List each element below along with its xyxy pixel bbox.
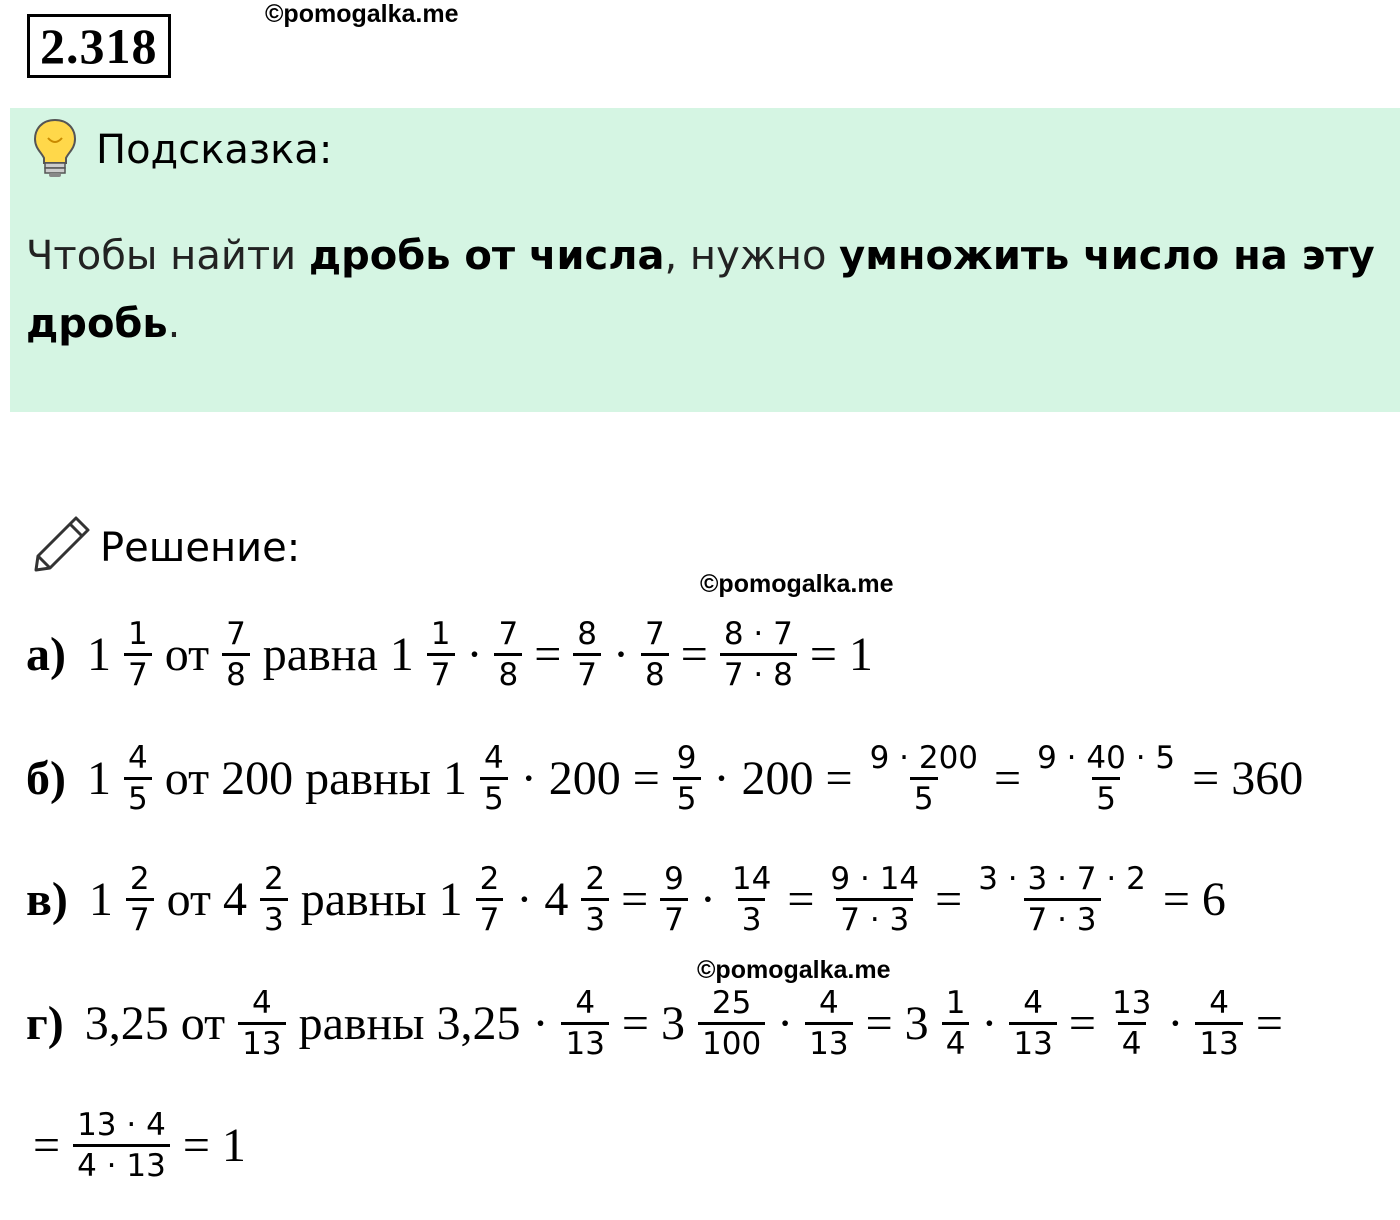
math-text: = 6 — [1162, 873, 1226, 926]
fraction — [805, 984, 852, 1063]
math-text: 1 — [86, 628, 111, 681]
math-operator: · — [466, 628, 483, 681]
solution-line-c — [26, 860, 1233, 939]
fraction — [673, 739, 701, 818]
fraction — [238, 984, 285, 1063]
fraction-numerator: 8 — [577, 616, 598, 652]
math-operator: = — [621, 873, 649, 926]
fraction-denominator: 5 — [673, 777, 701, 818]
watermark: ©pomogalka.me — [697, 956, 891, 984]
math-text: = 1 — [182, 1119, 246, 1172]
math-operator: = — [680, 628, 708, 681]
fraction-denominator: 13 — [1009, 1022, 1056, 1063]
fraction-denominator: 5 — [124, 777, 152, 818]
math-text: = — [33, 1119, 61, 1172]
fraction — [866, 739, 982, 818]
fraction-numerator: 3 · 3 · 7 · 2 — [978, 861, 1146, 897]
fraction — [974, 860, 1150, 939]
pencil-icon — [30, 512, 94, 576]
fraction — [1009, 984, 1056, 1063]
math-operator: = — [1068, 997, 1096, 1050]
fraction-numerator: 13 — [1111, 985, 1152, 1021]
fraction-numerator: 9 — [664, 861, 684, 897]
fraction-denominator: 7 · 8 — [720, 653, 797, 694]
fraction-numerator: 13 · 4 — [77, 1107, 166, 1143]
solution-line-d-continuation — [26, 1106, 253, 1185]
fraction — [427, 615, 455, 694]
fraction-numerator: 2 — [585, 861, 606, 897]
fraction-numerator: 9 · 40 · 5 — [1037, 740, 1176, 776]
math-text: равна 1 — [262, 628, 414, 681]
fraction-numerator: 9 — [676, 740, 697, 776]
fraction-numerator: 25 — [711, 985, 752, 1021]
fraction-denominator: 4 — [942, 1022, 970, 1063]
fraction-denominator: 4 · 13 — [73, 1144, 170, 1185]
math-operator: = — [534, 628, 562, 681]
fraction — [942, 984, 970, 1063]
fraction — [260, 860, 288, 939]
math-text: равны 3,25 · — [298, 997, 549, 1050]
math-operator: = — [787, 873, 815, 926]
math-text: = 3 — [865, 997, 929, 1050]
math-text: = 3 — [621, 997, 685, 1050]
math-text: от 4 — [166, 873, 247, 926]
fraction — [660, 860, 688, 939]
fraction-denominator: 3 — [738, 898, 766, 939]
math-text: 1 — [88, 873, 113, 926]
fraction-denominator: 100 — [698, 1022, 765, 1063]
math-operator: = — [994, 752, 1022, 805]
fraction-numerator: 4 — [1209, 985, 1229, 1021]
hint-bold-text: дробь от числа — [308, 233, 665, 279]
fraction-denominator: 13 — [805, 1022, 852, 1063]
math-text: 3,25 от — [84, 997, 226, 1050]
fraction — [124, 615, 152, 694]
fraction — [826, 860, 923, 939]
fraction-numerator: 7 — [645, 616, 665, 652]
fraction — [73, 1106, 170, 1185]
fraction-denominator: 5 — [910, 777, 938, 818]
math-text: равны 1 — [300, 873, 463, 926]
math-text: · 200 = — [520, 752, 660, 805]
fraction-denominator: 13 — [238, 1022, 285, 1063]
fraction-denominator: 13 — [561, 1022, 608, 1063]
hint-text — [26, 222, 1386, 358]
fraction-numerator: 7 — [226, 616, 246, 652]
fraction-numerator: 4 — [819, 985, 839, 1021]
fraction-denominator: 8 — [641, 653, 669, 694]
lightbulb-icon — [30, 116, 80, 180]
fraction-denominator: 4 — [1118, 1022, 1146, 1063]
fraction-numerator: 9 · 200 — [869, 740, 979, 776]
item-label: б) — [26, 752, 66, 805]
math-operator: · — [699, 873, 716, 926]
fraction-numerator: 1 — [430, 616, 451, 652]
hint-text-part: Чтобы найти — [26, 233, 309, 279]
fraction-denominator: 13 — [1195, 1022, 1242, 1063]
fraction-numerator: 8 · 7 — [723, 616, 793, 652]
hint-text-part: , нужно — [664, 233, 840, 279]
fraction-denominator: 7 — [660, 898, 688, 939]
math-text: = 360 — [1192, 752, 1304, 805]
item-label: а) — [26, 628, 66, 681]
fraction-numerator: 1 — [945, 985, 966, 1021]
math-text: · 200 = — [713, 752, 853, 805]
fraction — [1033, 739, 1179, 818]
hint-bold-text: умножить число на эту дробь — [26, 233, 1375, 347]
fraction-numerator: 9 · 14 — [830, 861, 920, 897]
watermark: ©pomogalka.me — [265, 0, 459, 28]
item-label: в) — [26, 873, 68, 926]
fraction-numerator: 4 — [1023, 985, 1043, 1021]
math-text: 1 — [86, 752, 111, 805]
fraction-denominator: 7 — [573, 653, 601, 694]
fraction — [222, 615, 250, 694]
fraction-denominator: 7 · 3 — [836, 898, 913, 939]
math-text: = — [1255, 997, 1283, 1050]
watermark: ©pomogalka.me — [700, 570, 894, 598]
fraction — [476, 860, 504, 939]
fraction — [1108, 984, 1155, 1063]
math-operator: · — [981, 997, 998, 1050]
solution-title: Решение: — [100, 525, 301, 571]
fraction — [1195, 984, 1242, 1063]
fraction — [728, 860, 775, 939]
fraction-denominator: 3 — [581, 898, 609, 939]
fraction-denominator: 8 — [494, 653, 522, 694]
fraction-denominator: 7 · 3 — [1024, 898, 1101, 939]
fraction-denominator: 8 — [222, 653, 250, 694]
problem-number: 2.318 — [27, 14, 171, 78]
fraction-numerator: 2 — [479, 861, 500, 897]
math-text: · 4 — [516, 873, 569, 926]
math-operator: · — [777, 997, 794, 1050]
fraction-numerator: 4 — [483, 740, 504, 776]
math-operator: = — [935, 873, 963, 926]
fraction-numerator: 2 — [263, 861, 284, 897]
fraction — [561, 984, 608, 1063]
fraction-numerator: 1 — [127, 616, 148, 652]
item-label: г) — [26, 997, 64, 1050]
solution-line-a — [26, 615, 880, 694]
math-text: от — [164, 628, 210, 681]
fraction-denominator: 5 — [1092, 777, 1120, 818]
solution-line-d — [26, 984, 1290, 1063]
fraction — [124, 739, 152, 818]
solution-line-b — [26, 739, 1310, 818]
math-operator: · — [613, 628, 630, 681]
fraction-numerator: 4 — [575, 985, 596, 1021]
fraction-denominator: 7 — [124, 653, 152, 694]
fraction — [573, 615, 601, 694]
fraction — [126, 860, 154, 939]
fraction-numerator: 14 — [731, 861, 772, 897]
fraction — [494, 615, 522, 694]
fraction — [581, 860, 609, 939]
math-text: от 200 равны 1 — [164, 752, 467, 805]
hint-text-part: . — [167, 301, 181, 347]
fraction-numerator: 4 — [127, 740, 148, 776]
hint-title: Подсказка: — [96, 127, 333, 173]
fraction — [641, 615, 669, 694]
fraction-numerator: 2 — [129, 861, 150, 897]
math-operator: · — [1167, 997, 1184, 1050]
fraction-numerator: 4 — [251, 985, 272, 1021]
fraction-denominator: 7 — [126, 898, 154, 939]
fraction — [480, 739, 508, 818]
math-text: = 1 — [809, 628, 873, 681]
fraction-numerator: 7 — [498, 616, 519, 652]
fraction-denominator: 5 — [480, 777, 508, 818]
fraction-denominator: 7 — [427, 653, 455, 694]
fraction-denominator: 3 — [260, 898, 288, 939]
fraction — [698, 984, 765, 1063]
fraction — [720, 615, 797, 694]
fraction-denominator: 7 — [476, 898, 504, 939]
